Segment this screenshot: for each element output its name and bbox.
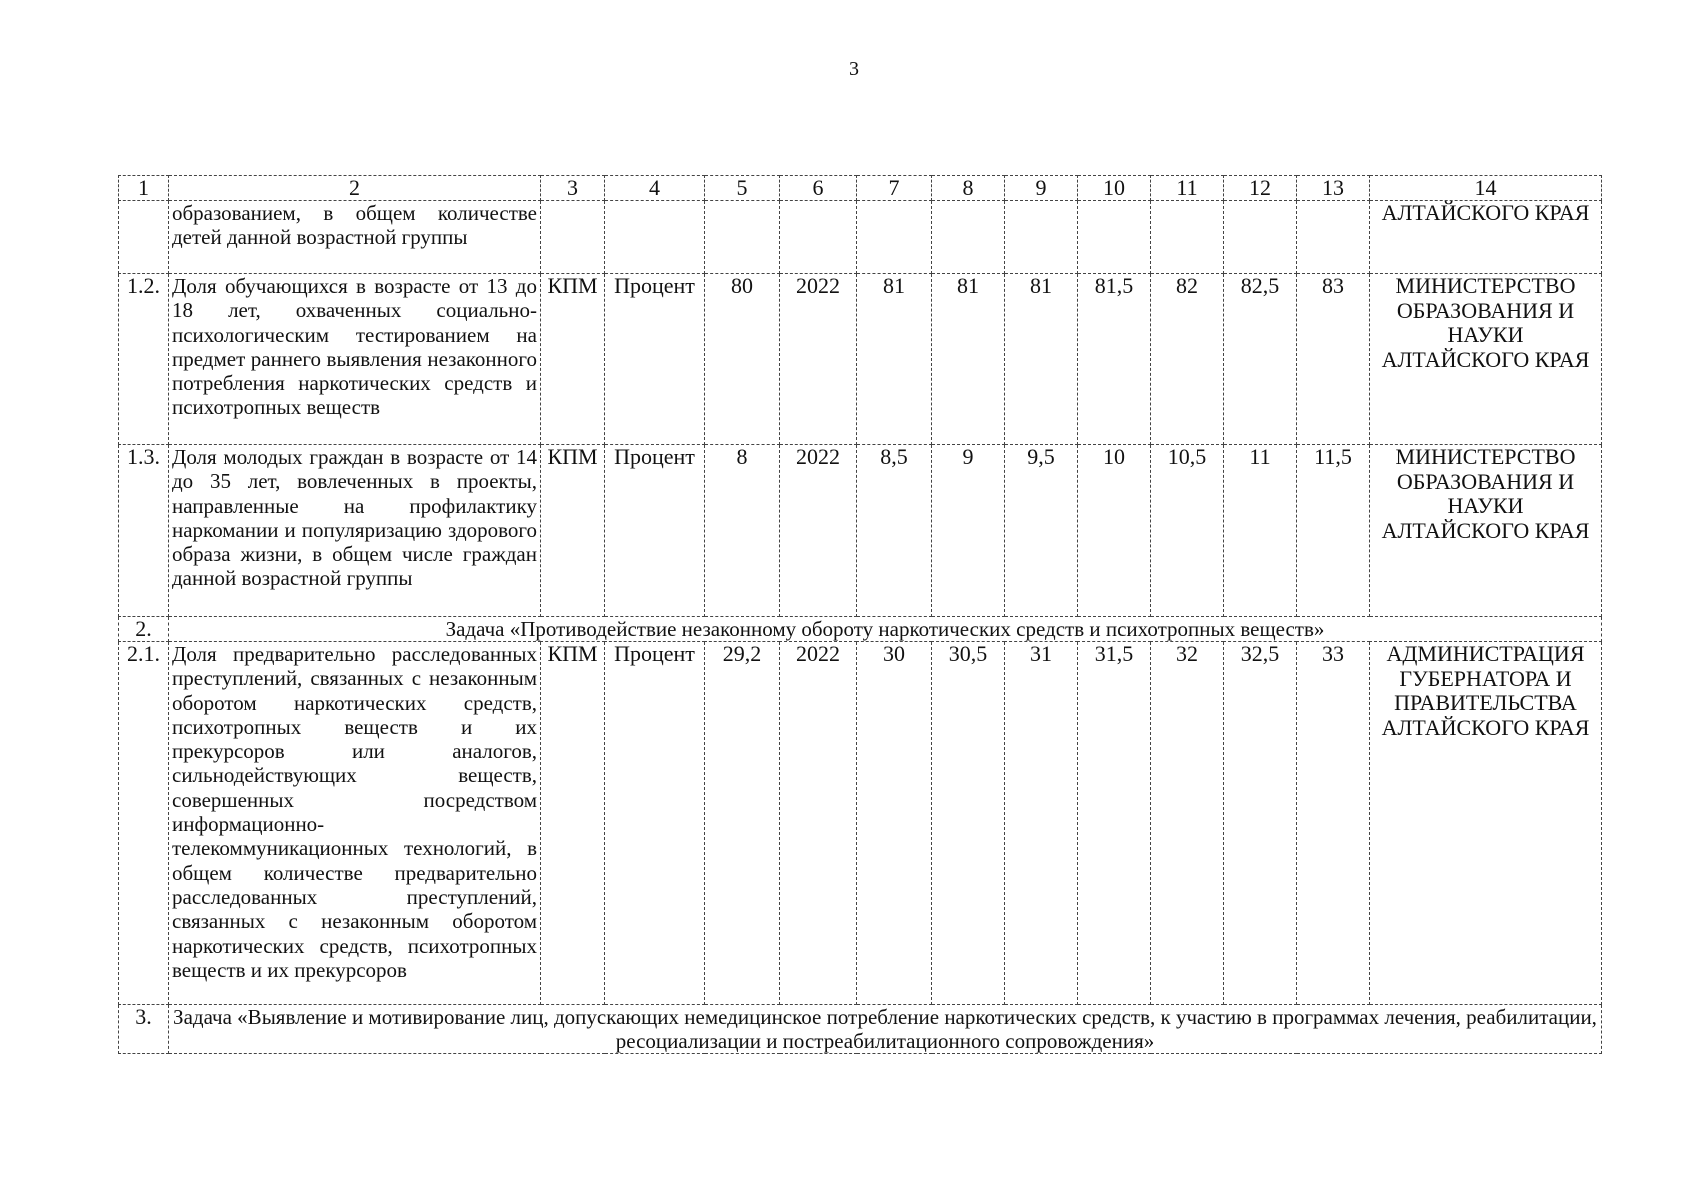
responsible-organization: АДМИНИСТРАЦИЯ ГУБЕРНАТОРА И ПРАВИТЕЛЬСТВА АЛТАЙСКОГО КРАЯ <box>1370 642 1602 1005</box>
value-cell: 11 <box>1224 445 1297 617</box>
unit-of-measure: Процент <box>605 642 705 1005</box>
row-number: 1.3. <box>119 445 169 617</box>
value-cell: 33 <box>1297 642 1370 1005</box>
base-year: 2022 <box>780 445 857 617</box>
column-header: 4 <box>605 176 705 201</box>
unit-of-measure: Процент <box>605 274 705 445</box>
column-header: 14 <box>1370 176 1602 201</box>
unit-of-measure <box>605 201 705 274</box>
value-cell: 81 <box>857 274 932 445</box>
column-header: 2 <box>169 176 541 201</box>
column-header: 10 <box>1078 176 1151 201</box>
base-value: 80 <box>705 274 780 445</box>
column-header: 11 <box>1151 176 1224 201</box>
base-value: 29,2 <box>705 642 780 1005</box>
value-cell: 30,5 <box>932 642 1005 1005</box>
column-header: 3 <box>541 176 605 201</box>
indicator-level: КПМ <box>541 642 605 1005</box>
row-number: 1.2. <box>119 274 169 445</box>
task-heading: Задача «Противодействие незаконному обороту наркотических средств и психотропных веществ» <box>169 617 1602 642</box>
table-row <box>119 201 1602 274</box>
responsible-organization: МИНИСТЕРСТВО ОБРАЗОВАНИЯ И НАУКИ АЛТАЙСКОГО КРАЯ <box>1370 274 1602 445</box>
value-cell: 9 <box>932 445 1005 617</box>
value-cell: 8,5 <box>857 445 932 617</box>
row-number <box>119 201 169 274</box>
table-row <box>119 274 1602 445</box>
task-row <box>119 617 1602 642</box>
value-cell: 30 <box>857 642 932 1005</box>
unit-of-measure: Процент <box>605 445 705 617</box>
table-row <box>119 445 1602 617</box>
value-cell: 10 <box>1078 445 1151 617</box>
value-cell <box>1078 201 1151 274</box>
value-cell: 83 <box>1297 274 1370 445</box>
value-cell: 32 <box>1151 642 1224 1005</box>
value-cell: 31,5 <box>1078 642 1151 1005</box>
value-cell: 81 <box>1005 274 1078 445</box>
value-cell <box>1297 201 1370 274</box>
page-number: 3 <box>849 58 859 80</box>
column-header: 9 <box>1005 176 1078 201</box>
column-header: 6 <box>780 176 857 201</box>
row-number: 2.1. <box>119 642 169 1005</box>
value-cell: 9,5 <box>1005 445 1078 617</box>
value-cell: 82 <box>1151 274 1224 445</box>
indicators-table <box>118 175 1602 1054</box>
indicator-level <box>541 201 605 274</box>
value-cell <box>932 201 1005 274</box>
row-number: 2. <box>119 617 169 642</box>
value-cell: 81 <box>932 274 1005 445</box>
column-number-row <box>119 176 1602 201</box>
task-row <box>119 1005 1602 1054</box>
indicator-level: КПМ <box>541 445 605 617</box>
task-heading: Задача «Выявление и мотивирование лиц, допускающих немедицинское потребление наркотических средств, к участию в программах лечения, реабилитации, ресоциализации и постреабилитационного сопровождения» <box>169 1005 1602 1054</box>
base-value <box>705 201 780 274</box>
column-header: 13 <box>1297 176 1370 201</box>
value-cell <box>1005 201 1078 274</box>
table-row <box>119 642 1602 1005</box>
value-cell: 32,5 <box>1224 642 1297 1005</box>
indicator-description: Доля предварительно расследованных преступлений, связанных с незаконным оборотом наркотических средств, психотропных веществ и их прекурсоров или аналогов, сильнодействующих веществ, совершенных посредством информационно-телекоммуникационных технологий, в общем количестве предварительно расследованных преступлений, связанных с незаконным оборотом наркотических средств, психотропных веществ и их прекурсоров <box>169 642 541 1005</box>
indicator-description: Доля обучающихся в возрасте от 13 до 18 лет, охваченных социально-психологическим тестированием на предмет раннего выявления незаконного потребления наркотических средств и психотропных веществ <box>169 274 541 445</box>
responsible-organization: АЛТАЙСКОГО КРАЯ <box>1370 201 1602 274</box>
column-header: 7 <box>857 176 932 201</box>
column-header: 5 <box>705 176 780 201</box>
column-header: 12 <box>1224 176 1297 201</box>
base-year <box>780 201 857 274</box>
responsible-organization: МИНИСТЕРСТВО ОБРАЗОВАНИЯ И НАУКИ АЛТАЙСКОГО КРАЯ <box>1370 445 1602 617</box>
column-header: 8 <box>932 176 1005 201</box>
value-cell: 31 <box>1005 642 1078 1005</box>
value-cell: 82,5 <box>1224 274 1297 445</box>
base-year: 2022 <box>780 274 857 445</box>
indicator-description: Доля молодых граждан в возрасте от 14 до 35 лет, вовлеченных в проекты, направленные на профилактику наркомании и популяризацию здорового образа жизни, в общем числе граждан данной возрастной группы <box>169 445 541 617</box>
value-cell: 10,5 <box>1151 445 1224 617</box>
value-cell: 81,5 <box>1078 274 1151 445</box>
indicator-description: образованием, в общем количестве детей данной возрастной группы <box>169 201 541 274</box>
value-cell <box>1224 201 1297 274</box>
indicator-level: КПМ <box>541 274 605 445</box>
row-number: 3. <box>119 1005 169 1054</box>
column-header: 1 <box>119 176 169 201</box>
base-year: 2022 <box>780 642 857 1005</box>
value-cell: 11,5 <box>1297 445 1370 617</box>
base-value: 8 <box>705 445 780 617</box>
value-cell <box>1151 201 1224 274</box>
value-cell <box>857 201 932 274</box>
